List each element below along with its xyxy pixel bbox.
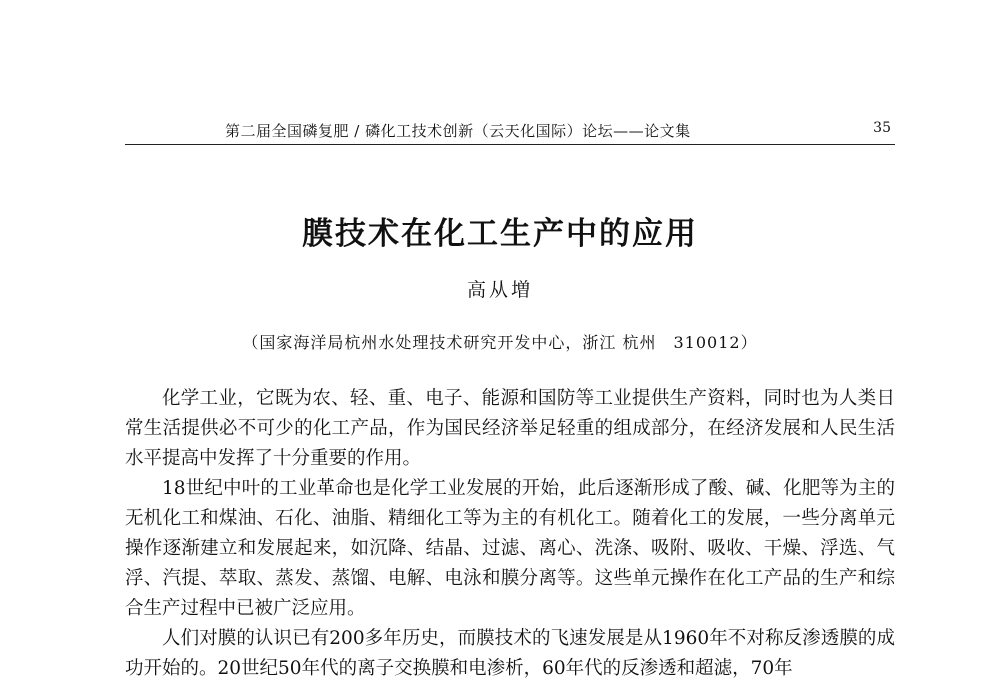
article-body [125, 384, 895, 684]
author-affiliation: （国家海洋局杭州水处理技术研究开发中心，浙江 杭州 310012） [242, 333, 758, 352]
page-number: 35 [873, 120, 891, 136]
journal-title: 第二届全国磷复肥 / 磷化工技术创新（云天化国际）论坛——论文集 [225, 122, 691, 140]
article-author: 高从増 [466, 279, 533, 301]
running-header [125, 118, 895, 145]
article-title: 膜技术在化工生产中的应用 [302, 216, 698, 252]
body-paragraph: 人们对膜的认识已有200多年历史，而膜技术的飞速发展是从1960年不对称反渗透膜的成功开始的。20世纪50年代的离子交换膜和电渗析，60年代的反渗透和超滤，70年 [125, 628, 895, 679]
body-paragraph: 化学工业，它既为农、轻、重、电子、能源和国防等工业提供生产资料，同时也为人类日常生活提供必不可少的化工产品，作为国民经济举足轻重的组成部分，在经济发展和人民生活水平提高中发挥了十分重要的作用。 [125, 388, 895, 469]
body-paragraph: 18世纪中叶的工业革命也是化学工业发展的开始，此后逐渐形成了酸、碱、化肥等为主的无机化工和煤油、石化、油脂、精细化工等为主的有机化工。随着化工的发展，一些分离单元操作逐渐建立和发展起来，如沉降、结晶、过滤、离心、洗涤、吸附、吸收、干燥、浮选、气浮、汽提、萃取、蒸发、蒸馏、电解、电泳和膜分离等。这些单元操作在化工产品的生产和综合生产过程中已被广泛应用。 [125, 478, 895, 619]
